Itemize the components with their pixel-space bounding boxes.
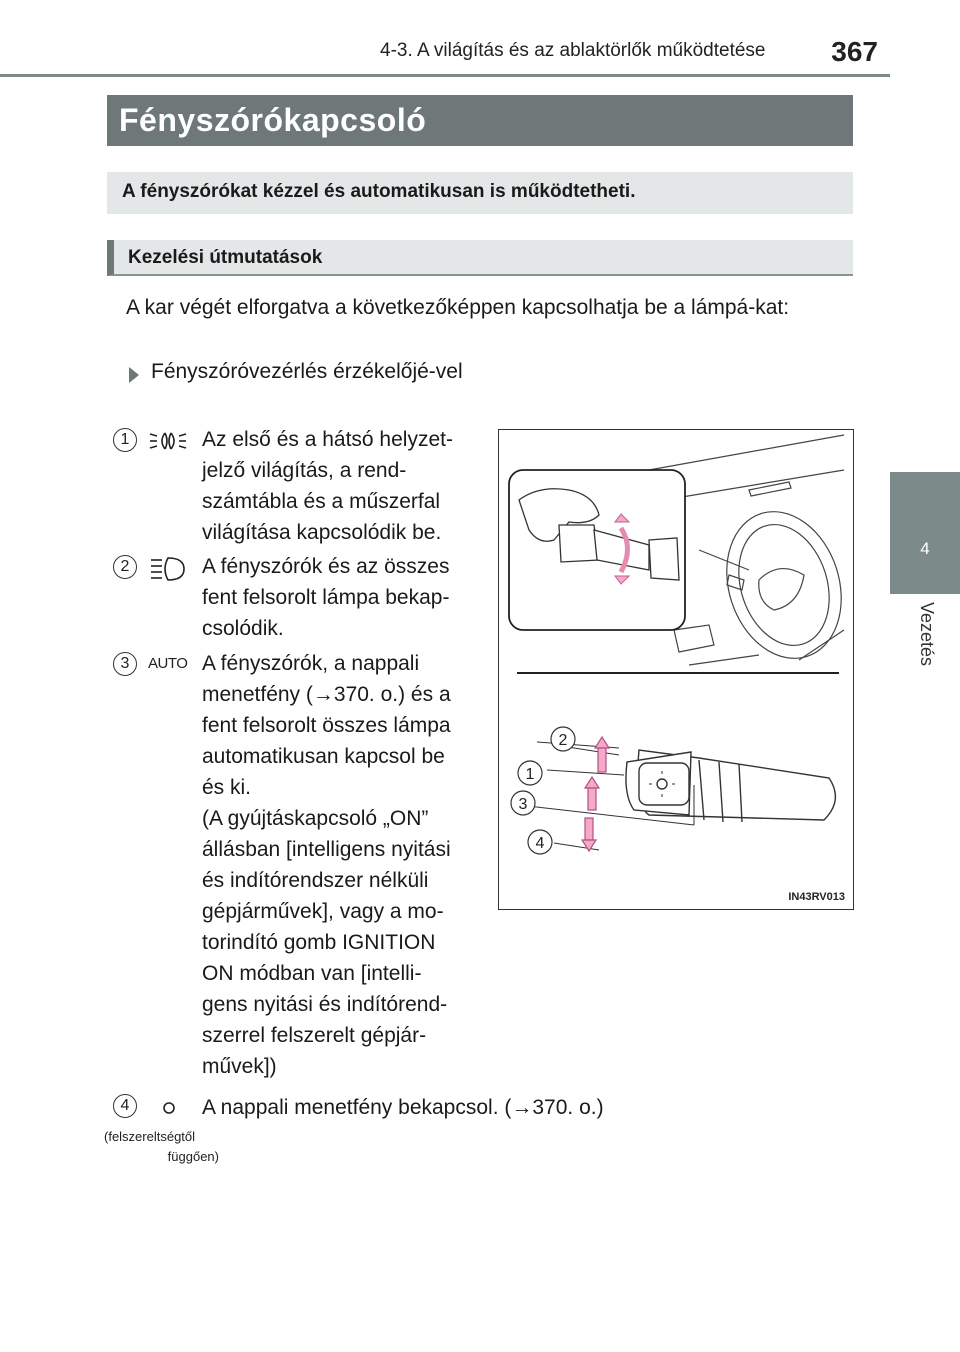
headlight-switch-illustration: [499, 430, 852, 908]
bullet-text: Fényszóróvezérlés érzékelőjé-vel: [151, 360, 463, 383]
drl-off-icon: [160, 1096, 178, 1118]
chapter-label-box: [890, 594, 960, 714]
chapter-tab[interactable]: [890, 472, 960, 594]
item-1-number: 1: [113, 428, 137, 452]
headlight-icon: [148, 555, 188, 583]
item-1-text: Az első és a hátsó helyzet- jelző világítás, a rend- számtábla és a műszerfal világítása kapcsolódik be.: [202, 428, 453, 544]
bullet-arrow-icon: [129, 367, 139, 383]
illustration-figure: [498, 429, 854, 910]
item-2-text: A fényszórók és az összes fent felsorolt lámpa bekap- csolódik.: [202, 555, 450, 640]
item-4-number: 4: [113, 1094, 137, 1118]
callout-2: 2: [558, 732, 568, 749]
body-paragraph: A kar végét elforgatva a következőképpen kapcsolhatja be a lámpá-kat:: [126, 296, 790, 319]
chapter-label: Vezetés: [917, 602, 937, 667]
item-2-number: 2: [113, 555, 137, 579]
parking-lights-icon: [148, 428, 188, 454]
item-4-note-line2: függően): [167, 1149, 219, 1164]
item-3-number: 3: [113, 652, 137, 676]
figure-code: IN43RV013: [788, 891, 845, 903]
callout-4: 4: [535, 835, 545, 852]
arrow-up-1: [585, 777, 599, 788]
item-3-text: A fényszórók, a nappali menetfény (→370. o.) és a fent felsorolt összes lámpa automatikusan kapcsol be és ki. (A gyújtáskapcsoló „ON” állásban [intelligens nyitási és indítórendszer nélküli gépjárművek], vagy a mo- torindító gomb IGNITION ON módban van [intelli- gens nyitási és indítórend- szerrel felszerelt gépjár- művek]): [202, 652, 451, 1078]
header-divider: [0, 74, 890, 77]
callout-3: 3: [518, 796, 528, 813]
item-4-note: [104, 1127, 219, 1167]
callout-1: 1: [525, 766, 535, 783]
item-4-note-line1: (felszereltségtől: [104, 1129, 196, 1144]
page-title: Fényszórókapcsoló: [119, 102, 427, 138]
arrow-up-2: [595, 737, 609, 748]
subheading: Kezelési útmutatások: [128, 247, 323, 268]
chapter-number: 4: [920, 539, 930, 558]
page-number: 367: [831, 36, 878, 67]
running-header: 4-3. A világítás és az ablaktörlők működtetése: [380, 40, 766, 61]
intro-box: [107, 172, 853, 214]
page-title-bar: [107, 95, 853, 146]
auto-icon: AUTO: [148, 655, 188, 672]
item-4-text: A nappali menetfény bekapcsol. (→370. o.): [202, 1096, 604, 1119]
intro-text: A fényszórókat kézzel és automatikusan is működtetheti.: [122, 181, 636, 202]
subheading-bar: [107, 240, 853, 276]
